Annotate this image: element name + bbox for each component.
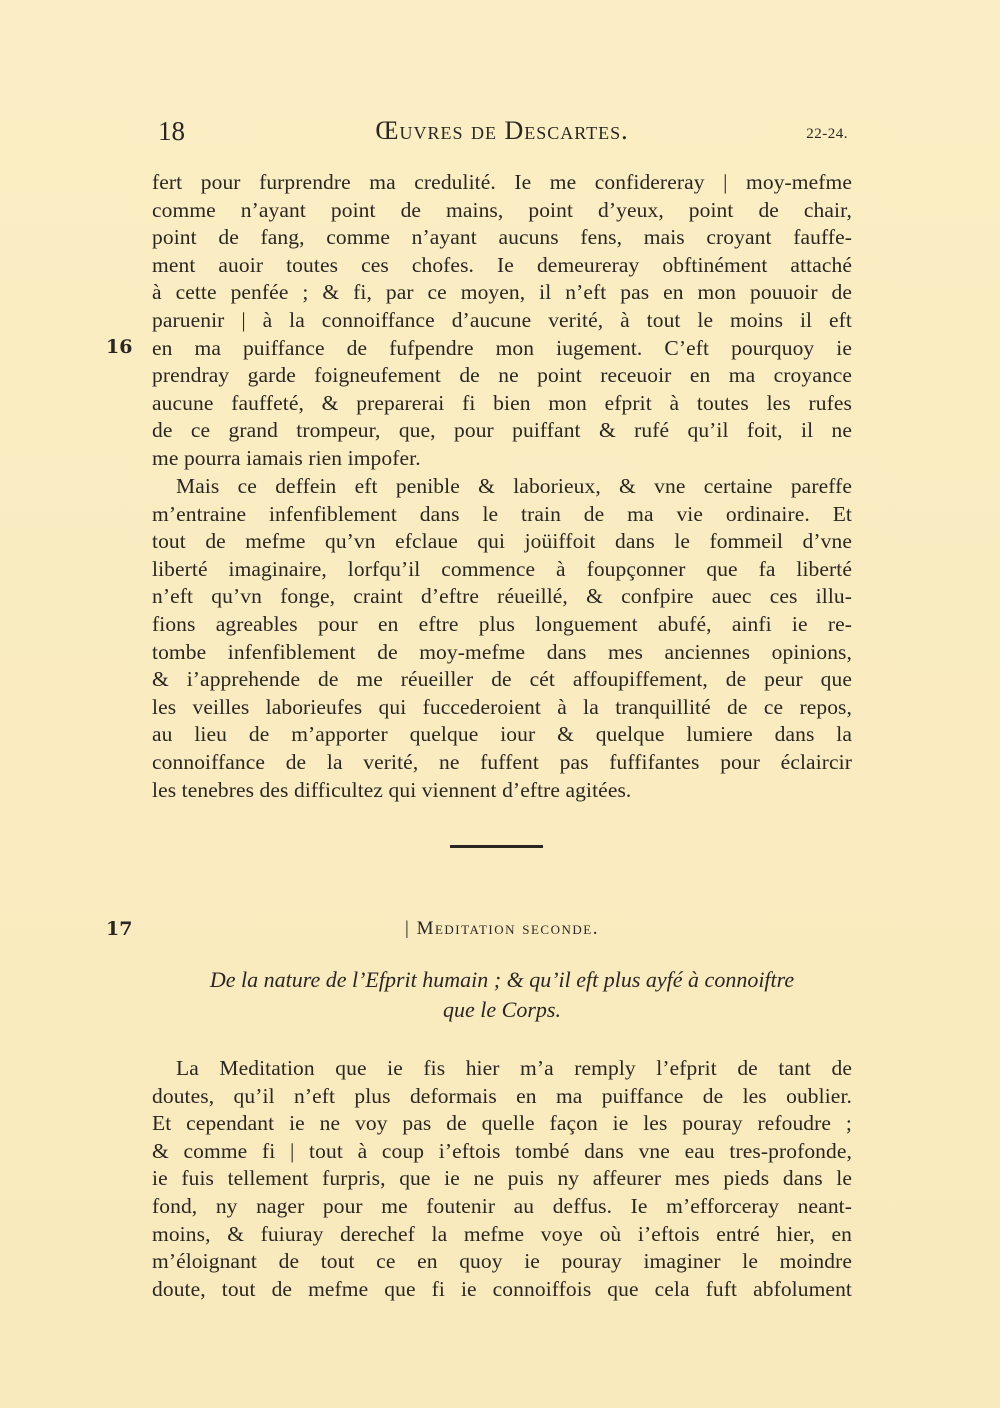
text-line: point de fang, comme n’ayant aucuns fens, mais croyant fauffe- — [152, 225, 852, 250]
text-line: comme n’ayant point de mains, point d’yeux, point de chair, — [152, 197, 852, 222]
text-line: en ma puiffance de fufpendre mon iugement. C’eft pourquoy ie — [152, 335, 852, 360]
running-header — [156, 116, 848, 156]
paragraph-3 — [152, 1055, 852, 1303]
text-line: me pourra iamais rien impofer. — [152, 445, 421, 470]
text-line: les veilles laborieufes qui fuccederoient à la tranquillité de ce repos, — [152, 694, 852, 719]
text-line: fions agreables pour en eftre plus longuement abufé, ainfi ie re- — [152, 611, 852, 636]
page-range: 22-24. — [806, 126, 848, 142]
paragraph-1 — [152, 169, 852, 473]
text-line: moins, & fuiuray derechef la mefme voye où i’eftois entré hier, en — [152, 1221, 852, 1246]
text-line: paruenir | à la connoiffance d’aucune verité, à tout le moins il eft — [152, 307, 852, 332]
section-subtitle — [152, 965, 852, 1025]
text-line: & i’apprehende de me réueiller de cét affoupiffement, de peur que — [152, 667, 852, 692]
section-heading: | Meditation seconde. — [405, 918, 599, 939]
text-line: n’eft qu’vn fonge, craint d’eftre réueillé, & confpire auec ces illu- — [152, 584, 852, 609]
margin-number: 17 — [106, 918, 133, 940]
text-line: connoiffance de la verité, ne fuffent pas fuffifantes pour éclaircir — [152, 749, 852, 774]
text-line: prendray garde foigneufement de ne point receuoir en ma croyance — [152, 363, 852, 388]
text-line: m’entraine infenfiblement dans le train de ma vie ordinaire. Et — [152, 501, 852, 526]
page-number: 18 — [158, 116, 185, 146]
text-line: aucune fauffeté, & preparerai fi bien mon efprit à toutes les rufes — [152, 390, 852, 415]
text-line: tombe infenfiblement de moy-mefme dans mes anciennes opinions, — [152, 639, 852, 664]
text-line: La Meditation que ie fis hier m’a remply l’efprit de tant de — [176, 1056, 852, 1080]
text-line: ment auoir toutes ces chofes. Ie demeureray obftinément attaché — [152, 252, 852, 277]
margin-number: 16 — [106, 336, 133, 358]
text-line: à cette penfée ; & fi, par ce moyen, il n’eft pas en mon pouuoir de — [152, 280, 852, 305]
subtitle-line: De la nature de l’Efprit humain ; & qu’il eft plus ayfé à connoiftre — [209, 967, 795, 992]
text-line: m’éloignant de tout ce en quoy ie pouray imaginer le moindre — [152, 1249, 852, 1274]
subtitle-line: que le Corps. — [443, 997, 561, 1022]
text-line: ie fuis tellement furpris, que ie ne puis ny affeurer mes pieds dans le — [152, 1166, 852, 1191]
text-line: doute, tout de mefme que fi ie connoiffois que cela fuft abfolument — [152, 1276, 852, 1301]
text-line: Mais ce deffein eft penible & laborieux, & vne certaine pareffe — [176, 474, 852, 498]
text-line: fond, ny nager pour me foutenir au deffus. Ie m’efforceray neant- — [152, 1193, 852, 1218]
text-line: fert pour furprendre ma credulité. Ie me confidereray | moy-mefme — [152, 170, 852, 194]
text-line: doutes, qu’il n’eft plus deformais en ma puiffance de les oublier. — [152, 1083, 852, 1108]
text-line: liberté imaginaire, lorfqu’il commence à foupçonner que fa liberté — [152, 556, 852, 581]
text-line: les tenebres des difficultez qui viennent d’eftre agitées. — [152, 777, 632, 802]
paragraph-2 — [152, 473, 852, 804]
text-line: de ce grand trompeur, que, pour puiffant & rufé qu’il foit, il ne — [152, 418, 852, 443]
section-divider — [450, 845, 543, 848]
running-title: Œuvres de Descartes. — [375, 116, 629, 145]
text-line: tout de mefme qu’vn efclaue qui joüiffoit dans le fommeil d’vne — [152, 529, 852, 554]
text-line: & comme fi | tout à coup i’eftois tombé dans vne eau tres-profonde, — [152, 1138, 852, 1163]
text-line: Et cependant ie ne voy pas de quelle façon ie les pouray refoudre ; — [152, 1111, 852, 1136]
text-line: au lieu de m’apporter quelque iour & quelque lumiere dans la — [152, 722, 852, 747]
